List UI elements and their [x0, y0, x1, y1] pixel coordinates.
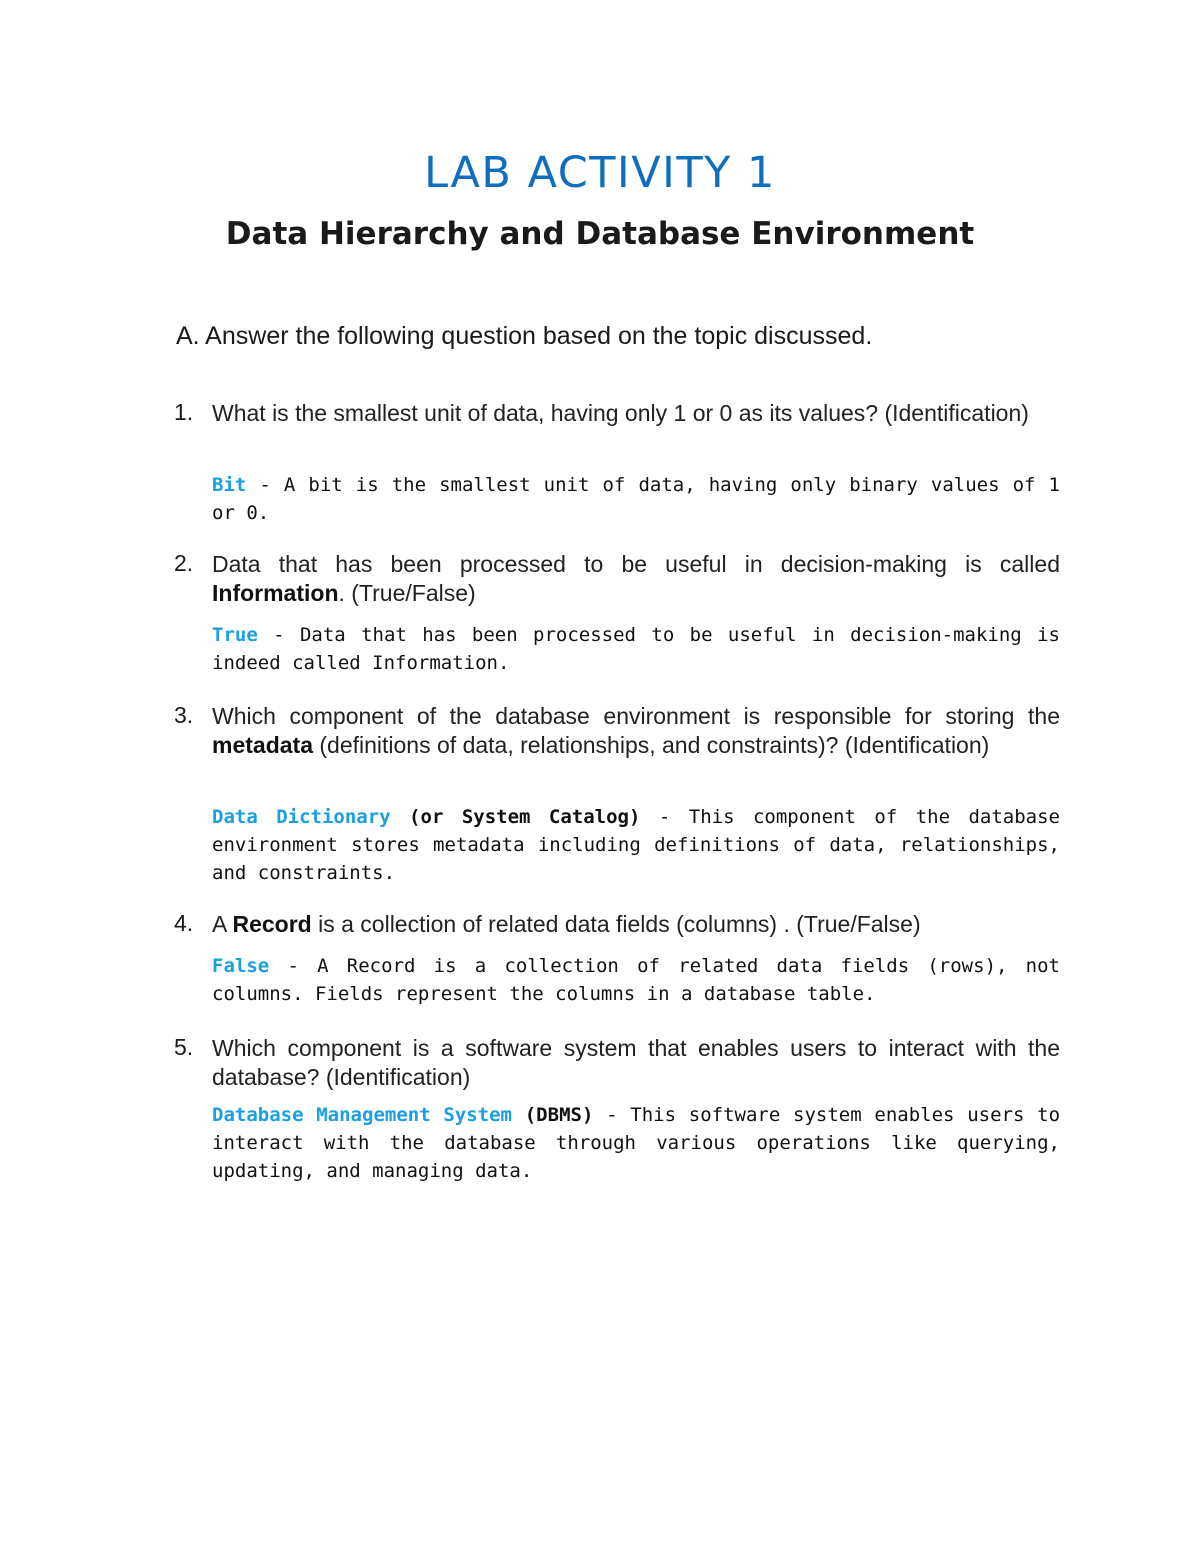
question-text [212, 910, 1060, 939]
answer-explanation: - A Record is a collection of related data fields (rows), not columns. Fields represent the columns in a database table. [212, 955, 1060, 1005]
question-text: Which component is a software system that enables users to interact with the database? (Identification) [212, 1035, 1060, 1090]
question-text-part: . (True/False) [338, 580, 476, 606]
answer [212, 803, 1060, 887]
question-text: What is the smallest unit of data, having only 1 or 0 as its values? (Identification) [212, 400, 1029, 426]
question-text [212, 550, 1060, 608]
question-text-part: A [212, 911, 233, 937]
answer-explanation: - This software system enables users to interact with the database through various operations like querying, updating, and managing data. [212, 1104, 1061, 1182]
page-title: LAB ACTIVITY 1 [424, 148, 776, 198]
question-number: 2. [174, 550, 194, 576]
answer-key: Database Management System [212, 1104, 513, 1126]
question-text-part: (definitions of data, relationships, and constraints)? (Identification) [312, 732, 990, 758]
question-number: 4. [174, 910, 194, 936]
answer-key: False [212, 955, 270, 977]
question-text-part: is a collection of related data fields (columns) . (True/False) [311, 911, 921, 937]
question-text-part: Which component of the database environment is responsible for storing the [212, 703, 1060, 729]
question-text [212, 702, 1060, 760]
answer-key: True [212, 624, 258, 646]
answer-explanation: - Data that has been processed to be useful in decision-making is indeed called Information. [212, 624, 1060, 674]
answer-alias: (DBMS) [512, 1104, 594, 1126]
question-text-part: Data that has been processed to be useful in decision-making is called [212, 551, 1060, 577]
answer [212, 952, 1060, 1008]
section-heading: A. Answer the following question based on the topic discussed. [176, 322, 873, 350]
question-number: 1. [174, 399, 194, 425]
answer-key: Bit [212, 474, 247, 496]
page-subtitle: Data Hierarchy and Database Environment [225, 216, 975, 252]
question-keyword: Information [212, 580, 339, 606]
answer [212, 471, 1060, 527]
question-keyword: Record [232, 911, 312, 937]
answer [212, 621, 1060, 677]
answer-explanation: - A bit is the smallest unit of data, having only binary values of 1 or 0. [212, 474, 1060, 524]
answer-explanation: - This component of the database environment stores metadata including definitions of data, relationships, and constraints. [212, 806, 1060, 884]
question-number: 5. [174, 1034, 194, 1060]
answer [212, 1101, 1060, 1185]
answer-key: Data Dictionary [212, 806, 391, 828]
answer-alias: (or System Catalog) [390, 806, 641, 828]
question-keyword: metadata [212, 732, 313, 758]
question-number: 3. [174, 702, 194, 728]
